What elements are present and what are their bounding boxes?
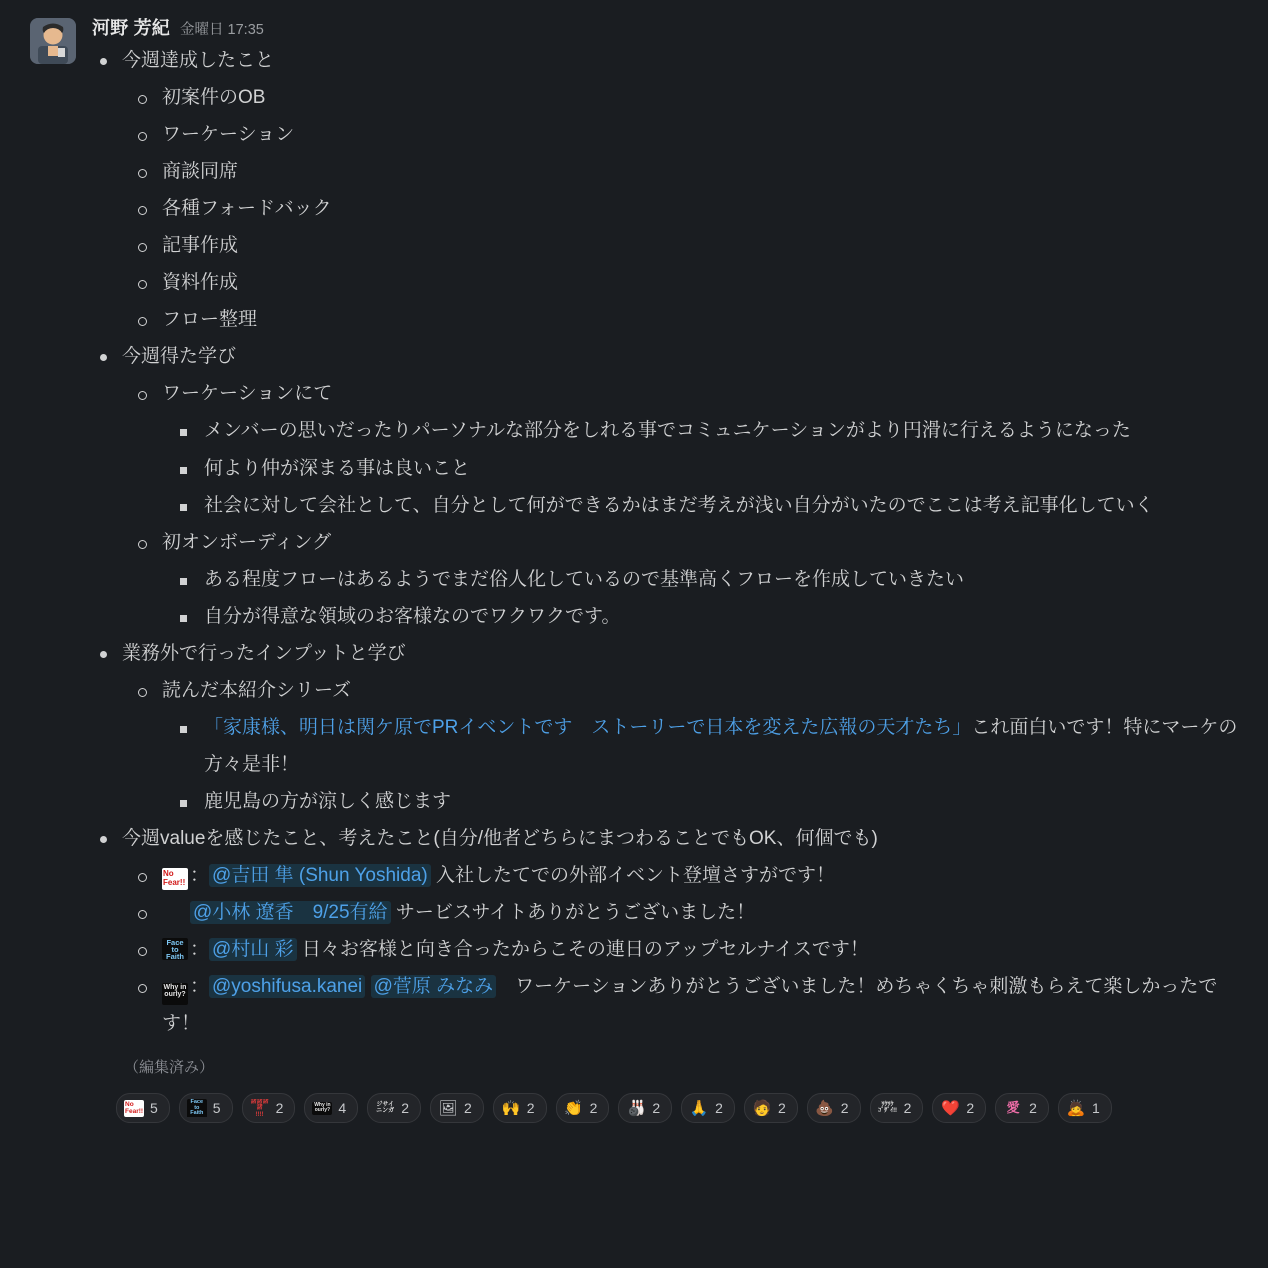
list-item-label: 初オンボーディング xyxy=(162,524,1250,561)
photo-emoji: 🖼 xyxy=(438,1099,458,1117)
avatar[interactable] xyxy=(30,18,76,64)
list-item xyxy=(204,709,1250,783)
message-timestamp[interactable]: 金曜日 17:35 xyxy=(180,22,264,38)
colon: ： xyxy=(190,976,210,998)
value-text: 日々お客様と向き合ったからこその連日のアップセルナイスです！ xyxy=(301,939,869,961)
reaction-count: 1 xyxy=(1091,1100,1100,1117)
poop-emoji: 💩 xyxy=(815,1099,835,1117)
value-text: ワーケーションありがとうございました！めちゃくちゃ刺激もらえて楽しかったです！ xyxy=(162,976,1218,1035)
reaction-count: 2 xyxy=(652,1100,661,1117)
reaction-poop[interactable] xyxy=(807,1093,861,1123)
value-entry xyxy=(162,894,1250,931)
list-item xyxy=(204,783,1250,820)
list-item-label: 各種フォードバック xyxy=(162,190,1250,227)
list-item xyxy=(162,894,1250,931)
reaction-kanji-2[interactable] xyxy=(367,1093,421,1123)
reaction-count: 5 xyxy=(150,1100,158,1117)
reaction-count: 2 xyxy=(715,1100,723,1117)
heart-emoji: ❤️ xyxy=(941,1099,960,1117)
no-fear-emoji: No Fear!! xyxy=(125,1100,144,1116)
list-item-label: 自分が得意な領域のお客様なのでワクワクです。 xyxy=(204,598,1250,635)
reaction-love-kanji[interactable] xyxy=(995,1093,1049,1123)
list-item xyxy=(122,635,1250,820)
reaction-bow[interactable] xyxy=(1058,1093,1112,1123)
list-item-label: 読んだ本紹介シリーズ xyxy=(162,672,1250,709)
sub-list xyxy=(122,672,1250,820)
no-fear-emoji: No Fear!! xyxy=(162,868,188,890)
person-photo-emoji: 🧑 xyxy=(752,1099,772,1117)
list-item-label: 何より仲が深まる事は良いこと xyxy=(204,450,1250,487)
list-item xyxy=(162,264,1250,301)
love-kanji-emoji: 愛 xyxy=(1006,1100,1020,1116)
reaction-count: 2 xyxy=(903,1100,912,1117)
list-item xyxy=(204,412,1250,449)
value-entry xyxy=(162,968,1250,1042)
reaction-count: 2 xyxy=(777,1100,786,1117)
list-item xyxy=(162,153,1250,190)
list-item-label: 鹿児島の方が涼しく感じます xyxy=(204,783,1250,820)
list-item xyxy=(122,42,1250,338)
list-item-label: 資料作成 xyxy=(162,264,1250,301)
face-to-faith-emoji: Face to Faith xyxy=(187,1099,207,1117)
edited-label: （編集済み） xyxy=(124,1059,215,1077)
user-mention[interactable]: @小林 遼香 9/25有給 xyxy=(190,901,391,924)
face-to-faith-emoji: Face to Faith xyxy=(162,938,188,960)
why-in-ourly-emoji: Why in ourly? xyxy=(162,983,188,1005)
kanji-emoji-3: ﾜｸﾜｸ ｺﾞｻﾞｲ!! xyxy=(878,1101,898,1115)
why-in-ourly-emoji: Why in ourly? xyxy=(314,1101,331,1114)
avatar-image xyxy=(30,18,76,64)
list-item-label: 初案件のOB xyxy=(162,79,1250,116)
list-item xyxy=(204,598,1250,635)
reaction-count: 2 xyxy=(275,1100,284,1117)
section-title: 今週達成したこと xyxy=(122,42,1250,79)
message-body xyxy=(92,14,1250,1123)
list-item xyxy=(162,79,1250,116)
list-item-label: 記事作成 xyxy=(162,227,1250,264)
section-title: 今週得た学び xyxy=(122,338,1250,375)
list-item xyxy=(204,450,1250,487)
list-item xyxy=(162,190,1250,227)
reaction-count: 2 xyxy=(589,1100,598,1117)
reaction-heart[interactable] xyxy=(932,1093,986,1123)
value-text: 入社したてでの外部イベント登壇さすがです！ xyxy=(436,865,836,887)
colon: ： xyxy=(190,939,210,961)
value-text: サービスサイトありがとうございました！ xyxy=(395,902,756,924)
reaction-no-fear[interactable] xyxy=(116,1093,170,1123)
reaction-kanji-1[interactable] xyxy=(242,1093,296,1123)
list-item-label: ワーケーション xyxy=(162,116,1250,153)
kanji-emoji-1: 諸諸諸諸 !!!! xyxy=(250,1099,269,1118)
list-item xyxy=(162,672,1250,820)
reaction-raised-hand[interactable] xyxy=(493,1093,547,1123)
list-item xyxy=(122,338,1250,634)
list-item xyxy=(162,301,1250,338)
sub-sub-list xyxy=(162,561,1250,635)
reaction-face-to-faith[interactable] xyxy=(179,1093,233,1123)
user-mention[interactable]: @吉田 隼 (Shun Yoshida) xyxy=(209,864,431,887)
reaction-count: 4 xyxy=(338,1100,347,1117)
sub-list xyxy=(122,79,1250,338)
value-list xyxy=(122,857,1250,1042)
message-header xyxy=(92,14,1250,40)
user-mention[interactable]: @菅原 みなみ xyxy=(371,975,497,998)
list-item-label: 社会に対して会社として、自分として何ができるかはまだ考えが浅い自分がいたのでここは考え記事化していく xyxy=(204,487,1250,524)
bowling-emoji: 🎳 xyxy=(627,1099,646,1117)
section-title: 業務外で行ったインプットと学び xyxy=(122,635,1250,672)
list-item xyxy=(162,857,1250,894)
reaction-count: 2 xyxy=(401,1100,409,1117)
colon: ： xyxy=(190,865,210,887)
reaction-count: 2 xyxy=(966,1100,975,1117)
book-comment: これ面白いです！特にマーケの方々是非！ xyxy=(204,716,1238,775)
value-entry xyxy=(162,931,1250,968)
list-item xyxy=(162,375,1250,523)
list-item-label: ある程度フローはあるようでまだ俗人化しているので基準高くフローを作成していきたい xyxy=(204,561,1250,598)
list-item xyxy=(162,968,1250,1042)
reaction-bar xyxy=(116,1093,1250,1123)
list-item-label: ワーケーションにて xyxy=(162,375,1250,412)
blank-emoji xyxy=(162,900,188,922)
list-item xyxy=(162,227,1250,264)
reaction-pray[interactable] xyxy=(681,1093,735,1123)
list-item xyxy=(162,524,1250,635)
message-outline xyxy=(92,42,1250,1042)
reaction-count: 5 xyxy=(212,1100,221,1117)
reaction-kanji-3[interactable] xyxy=(870,1093,924,1123)
section-title: 今週valueを感じたこと、考えたこと(自分/他者どちらにまつわることでもOK、何個でも) xyxy=(122,820,1250,857)
user-mention[interactable]: @yoshifusa.kanei xyxy=(209,975,365,998)
reaction-count: 2 xyxy=(463,1100,472,1117)
list-item-label: フロー整理 xyxy=(162,301,1250,338)
list-item xyxy=(162,116,1250,153)
message-author[interactable]: 河野 芳紀 xyxy=(92,18,171,38)
raised-hand-emoji: 🙌 xyxy=(501,1099,521,1117)
list-item-label: メンバーの思いだったりパーソナルな部分をしれる事でコミュニケーションがより円滑に行えるようになった xyxy=(204,412,1250,449)
bow-emoji: 🙇 xyxy=(1066,1099,1086,1117)
user-mention[interactable]: @村山 彩 xyxy=(209,938,297,961)
kanji-emoji-2: ジサイ ニンガ xyxy=(376,1101,395,1115)
sub-sub-list xyxy=(162,412,1250,523)
sub-list xyxy=(122,375,1250,634)
value-entry xyxy=(162,857,1250,894)
list-item-label: 商談同席 xyxy=(162,153,1250,190)
pray-emoji: 🙏 xyxy=(689,1099,709,1117)
list-item xyxy=(122,820,1250,1042)
book-link[interactable]: 「家康様、明日は関ケ原でPRイベントです ストーリーで日本を変えた広報の天才たち」 xyxy=(204,716,972,738)
reaction-why-in-ourly[interactable] xyxy=(304,1093,358,1123)
reaction-photo[interactable] xyxy=(430,1093,484,1123)
reaction-count: 2 xyxy=(1029,1100,1037,1117)
list-item xyxy=(204,487,1250,524)
reaction-bowling[interactable] xyxy=(618,1093,672,1123)
reaction-count: 2 xyxy=(526,1100,535,1117)
clap-emoji: 👏 xyxy=(564,1099,583,1117)
sub-sub-list xyxy=(162,709,1250,820)
list-item xyxy=(204,561,1250,598)
reaction-count: 2 xyxy=(840,1100,849,1117)
reaction-clap[interactable] xyxy=(556,1093,610,1123)
reaction-person-photo[interactable] xyxy=(744,1093,798,1123)
list-item-label xyxy=(204,709,1250,783)
list-item xyxy=(162,931,1250,968)
